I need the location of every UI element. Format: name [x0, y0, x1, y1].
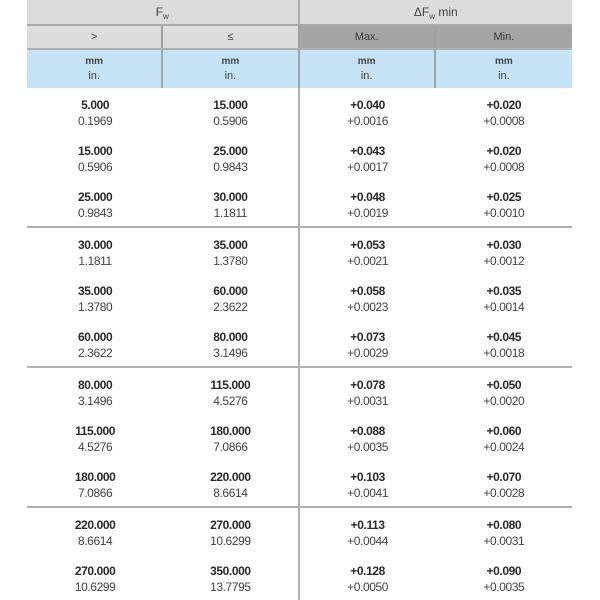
cell-le — [163, 368, 299, 414]
cell-max — [300, 554, 436, 600]
table-row — [27, 88, 572, 134]
value-in: +0.0031 — [347, 394, 389, 408]
value-mm: 80.000 — [213, 330, 248, 344]
value-mm: +0.040 — [350, 98, 385, 112]
value-in: 8.6614 — [213, 486, 248, 500]
value-mm: +0.035 — [486, 284, 522, 298]
cell-gt — [27, 134, 163, 180]
value-mm: 30.000 — [213, 190, 248, 204]
cell-le — [163, 508, 299, 554]
value-in: 1.3780 — [77, 300, 113, 314]
cell-min — [436, 460, 572, 506]
cell-max — [300, 228, 436, 274]
cell-gt — [27, 368, 163, 414]
cell-min — [436, 368, 572, 414]
cell-min — [436, 180, 572, 226]
value-mm: +0.080 — [486, 518, 522, 532]
cell-gt — [27, 274, 163, 320]
value-in: 2.3622 — [77, 346, 113, 360]
value-mm: 80.000 — [77, 378, 113, 392]
value-mm: +0.030 — [486, 238, 522, 252]
value-mm: +0.048 — [350, 190, 385, 204]
value-mm: 60.000 — [213, 284, 248, 298]
value-mm: 25.000 — [77, 190, 113, 204]
value-in: 10.6299 — [210, 534, 251, 548]
value-mm: 15.000 — [213, 98, 248, 112]
units-le — [163, 50, 299, 88]
value-in: 0.5906 — [213, 114, 248, 128]
value-mm: +0.073 — [350, 330, 385, 344]
cell-gt — [27, 320, 163, 366]
value-in: +0.0035 — [347, 440, 389, 454]
cell-max — [300, 368, 436, 414]
header-le: ≤ — [163, 26, 299, 48]
cell-gt — [27, 554, 163, 600]
value-in: +0.0028 — [483, 486, 525, 500]
cell-max — [300, 274, 436, 320]
units-row — [27, 50, 572, 88]
row-group — [27, 368, 572, 508]
value-in: 7.0866 — [77, 486, 113, 500]
value-mm: 180.000 — [74, 470, 116, 484]
cell-le — [163, 460, 299, 506]
header-row-columns — [27, 26, 572, 50]
value-in: +0.0023 — [347, 300, 389, 314]
value-mm: +0.113 — [350, 518, 385, 532]
table-row — [27, 368, 572, 414]
value-in: +0.0024 — [483, 440, 525, 454]
value-in: 0.5906 — [77, 160, 113, 174]
cell-gt — [27, 228, 163, 274]
value-in: +0.0044 — [347, 534, 389, 548]
cell-le — [163, 134, 299, 180]
value-mm: +0.020 — [486, 144, 522, 158]
value-in: +0.0008 — [483, 114, 525, 128]
value-in: +0.0017 — [347, 160, 389, 174]
value-mm: +0.050 — [486, 378, 522, 392]
value-mm: 35.000 — [77, 284, 113, 298]
unit-mm: mm — [357, 56, 376, 67]
delta-fw-suffix: min — [434, 5, 458, 19]
value-mm: 25.000 — [213, 144, 248, 158]
table-row — [27, 180, 572, 226]
value-mm: 30.000 — [77, 238, 113, 252]
table-row — [27, 274, 572, 320]
value-in: +0.0020 — [483, 394, 525, 408]
value-mm: 220.000 — [74, 518, 116, 532]
cell-max — [300, 88, 436, 134]
header-gt: > — [27, 26, 163, 48]
cell-le — [163, 88, 299, 134]
cell-min — [436, 274, 572, 320]
cell-gt — [27, 414, 163, 460]
header-delta-fw-min — [300, 0, 573, 24]
value-mm: 270.000 — [210, 518, 251, 532]
value-in: 10.6299 — [74, 580, 116, 594]
table-row — [27, 228, 572, 274]
unit-in: in. — [360, 70, 373, 82]
value-in: +0.0012 — [483, 254, 525, 268]
cell-gt — [27, 88, 163, 134]
value-in: 4.5276 — [77, 440, 113, 454]
value-mm: 60.000 — [77, 330, 113, 344]
value-in: 1.1811 — [213, 206, 248, 220]
value-mm: 15.000 — [77, 144, 113, 158]
units-gt — [27, 50, 163, 88]
value-in: +0.0014 — [483, 300, 525, 314]
value-in: 0.9843 — [213, 160, 248, 174]
value-mm: +0.053 — [350, 238, 385, 252]
value-mm: +0.090 — [486, 564, 522, 578]
value-mm: 350.000 — [210, 564, 251, 578]
value-in: +0.0050 — [347, 580, 389, 594]
value-mm: 270.000 — [74, 564, 116, 578]
value-in: +0.0035 — [483, 580, 525, 594]
value-mm: +0.058 — [350, 284, 385, 298]
header-max: Max. — [300, 26, 436, 48]
cell-max — [300, 320, 436, 366]
value-in: +0.0029 — [347, 346, 389, 360]
value-mm: +0.088 — [350, 424, 385, 438]
value-mm: 220.000 — [210, 470, 251, 484]
value-in: 0.1969 — [77, 114, 113, 128]
unit-mm: mm — [85, 56, 104, 67]
row-group — [27, 228, 572, 368]
value-in: +0.0008 — [483, 160, 525, 174]
cell-max — [300, 460, 436, 506]
fw-label: F — [155, 5, 164, 19]
table-body — [27, 88, 572, 600]
cell-min — [436, 228, 572, 274]
value-mm: 35.000 — [213, 238, 248, 252]
cell-min — [436, 134, 572, 180]
value-mm: +0.060 — [486, 424, 522, 438]
cell-le — [163, 414, 299, 460]
cell-le — [163, 320, 299, 366]
value-mm: 180.000 — [210, 424, 251, 438]
value-mm: +0.070 — [486, 470, 522, 484]
cell-gt — [27, 508, 163, 554]
units-min — [436, 50, 572, 88]
value-in: +0.0031 — [483, 534, 525, 548]
value-in: 3.1496 — [213, 346, 248, 360]
cell-max — [300, 414, 436, 460]
cell-min — [436, 320, 572, 366]
table-row — [27, 508, 572, 554]
value-in: +0.0019 — [347, 206, 389, 220]
value-in: 4.5276 — [213, 394, 248, 408]
cell-min — [436, 414, 572, 460]
value-in: +0.0041 — [347, 486, 389, 500]
cell-max — [300, 180, 436, 226]
value-in: 13.7795 — [210, 580, 251, 594]
value-in: 1.3780 — [213, 254, 248, 268]
value-mm: 5.000 — [81, 98, 110, 112]
cell-gt — [27, 180, 163, 226]
cell-max — [300, 508, 436, 554]
value-mm: 115.000 — [75, 424, 116, 438]
value-mm: +0.025 — [486, 190, 522, 204]
value-in: +0.0021 — [347, 254, 389, 268]
cell-max — [300, 134, 436, 180]
value-in: +0.0018 — [483, 346, 525, 360]
delta-fw-subscript: w — [429, 12, 435, 21]
cell-gt — [27, 460, 163, 506]
cell-le — [163, 554, 299, 600]
units-max — [300, 50, 436, 88]
value-in: 2.3622 — [213, 300, 248, 314]
unit-mm: mm — [221, 56, 240, 67]
cell-min — [436, 508, 572, 554]
unit-in: in. — [224, 70, 237, 82]
value-in: 8.6614 — [77, 534, 113, 548]
value-in: +0.0016 — [347, 114, 389, 128]
value-in: 7.0866 — [213, 440, 248, 454]
value-in: 1.1811 — [78, 254, 112, 268]
cell-le — [163, 228, 299, 274]
value-mm: +0.078 — [350, 378, 385, 392]
value-in: 0.9843 — [77, 206, 113, 220]
table-row — [27, 320, 572, 366]
header-fw — [27, 0, 300, 24]
cell-min — [436, 88, 572, 134]
header-min: Min. — [436, 26, 572, 48]
tolerance-table — [27, 0, 572, 600]
value-mm: +0.020 — [486, 98, 522, 112]
unit-in: in. — [498, 70, 510, 82]
fw-subscript: w — [163, 12, 169, 21]
table-row — [27, 134, 572, 180]
table-row — [27, 414, 572, 460]
delta-fw-label: ΔF — [413, 5, 430, 19]
value-mm: +0.103 — [350, 470, 385, 484]
value-mm: +0.128 — [350, 564, 385, 578]
row-group — [27, 508, 572, 600]
unit-in: in. — [88, 70, 100, 82]
value-mm: +0.043 — [350, 144, 385, 158]
unit-mm: mm — [494, 56, 513, 67]
cell-le — [163, 274, 299, 320]
header-row-groups — [27, 0, 572, 26]
cell-le — [163, 180, 299, 226]
value-in: +0.0010 — [483, 206, 525, 220]
value-in: 3.1496 — [77, 394, 113, 408]
table-row — [27, 554, 572, 600]
row-group — [27, 88, 572, 228]
value-mm: 115.000 — [210, 378, 251, 392]
table-row — [27, 460, 572, 506]
cell-min — [436, 554, 572, 600]
value-mm: +0.045 — [486, 330, 522, 344]
